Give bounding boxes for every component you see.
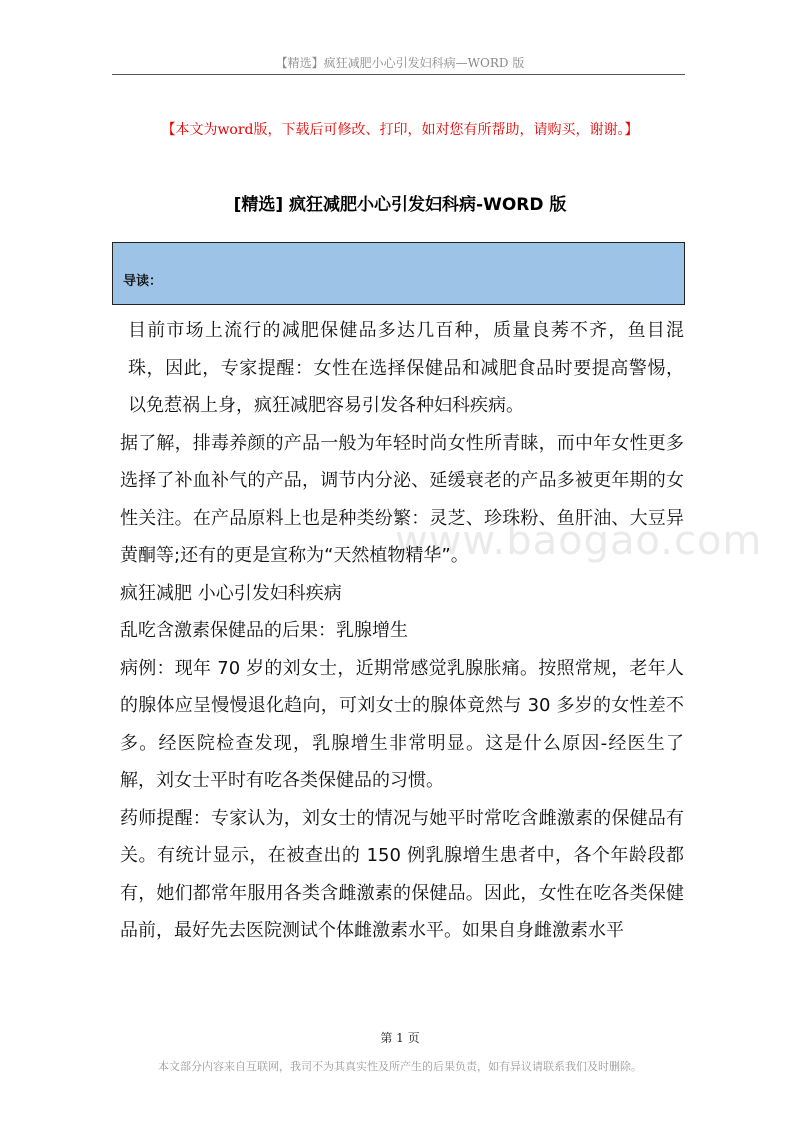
page-number: 第 1 页 xyxy=(380,1031,420,1045)
watermark: www.baogao.com xyxy=(395,518,763,564)
document-title: [精选] 疯狂减肥小心引发妇科病-WORD 版 xyxy=(233,195,567,215)
article-body xyxy=(120,312,684,950)
footer-disclaimer: 本文部分内容来自互联网，我司不为其真实性及所产生的后果负责，如有异议请联系我们及时删除。 xyxy=(158,1060,642,1073)
purchase-notice: 【本文为word版，下载后可修改、打印，如对您有所帮助，请购买，谢谢。】 xyxy=(161,122,639,138)
paragraph: 药师提醒：专家认为，刘女士的情况与她平时常吃含雌激素的保健品有关。有统计显示，在被查出的 150 例乳腺增生患者中，各个年龄段都有，她们都常年服用各类含雌激素的保健品。因此，女性在吃各类保健品前，最好先去医院测试个体雌激素水平。如果自身雌激素水平 xyxy=(120,807,684,941)
section-heading: 乱吃含激素保健品的后果：乳腺增生 xyxy=(120,620,408,641)
paragraph: 据了解，排毒养颜的产品一般为年轻时尚女性所青睐，而中年女性更多选择了补血补气的产品，调节内分泌、延缓衰老的产品多被更年期的女性关注。在产品原料上也是种类纷繁：灵芝、珍珠粉、鱼肝油、大豆异黄酮等;还有的更是宣称为“天然植物精华”。 xyxy=(120,432,684,566)
paragraph: 目前市场上流行的减肥保健品多达几百种，质量良莠不齐，鱼目混珠，因此，专家提醒：女性在选择保健品和减肥食品时要提高警惕，以免惹祸上身，疯狂减肥容易引发各种妇科疾病。 xyxy=(128,320,684,416)
guide-box xyxy=(112,242,685,305)
header-divider xyxy=(112,74,685,75)
paragraph: 病例：现年 70 岁的刘女士，近期常感觉乳腺胀痛。按照常规，老年人的腺体应呈慢慢退化趋向，可刘女士的腺体竟然与 30 多岁的女性差不多。经医院检查发现，乳腺增生非常明显。这是什么原因-经医生了解，刘女士平时有吃各类保健品的习惯。 xyxy=(120,657,684,791)
section-heading: 疯狂减肥 小心引发妇科疾病 xyxy=(120,582,342,604)
guide-label: 导读： xyxy=(123,274,163,289)
running-header: 【精选】疯狂减肥小心引发妇科病—WORD 版 xyxy=(275,56,525,70)
